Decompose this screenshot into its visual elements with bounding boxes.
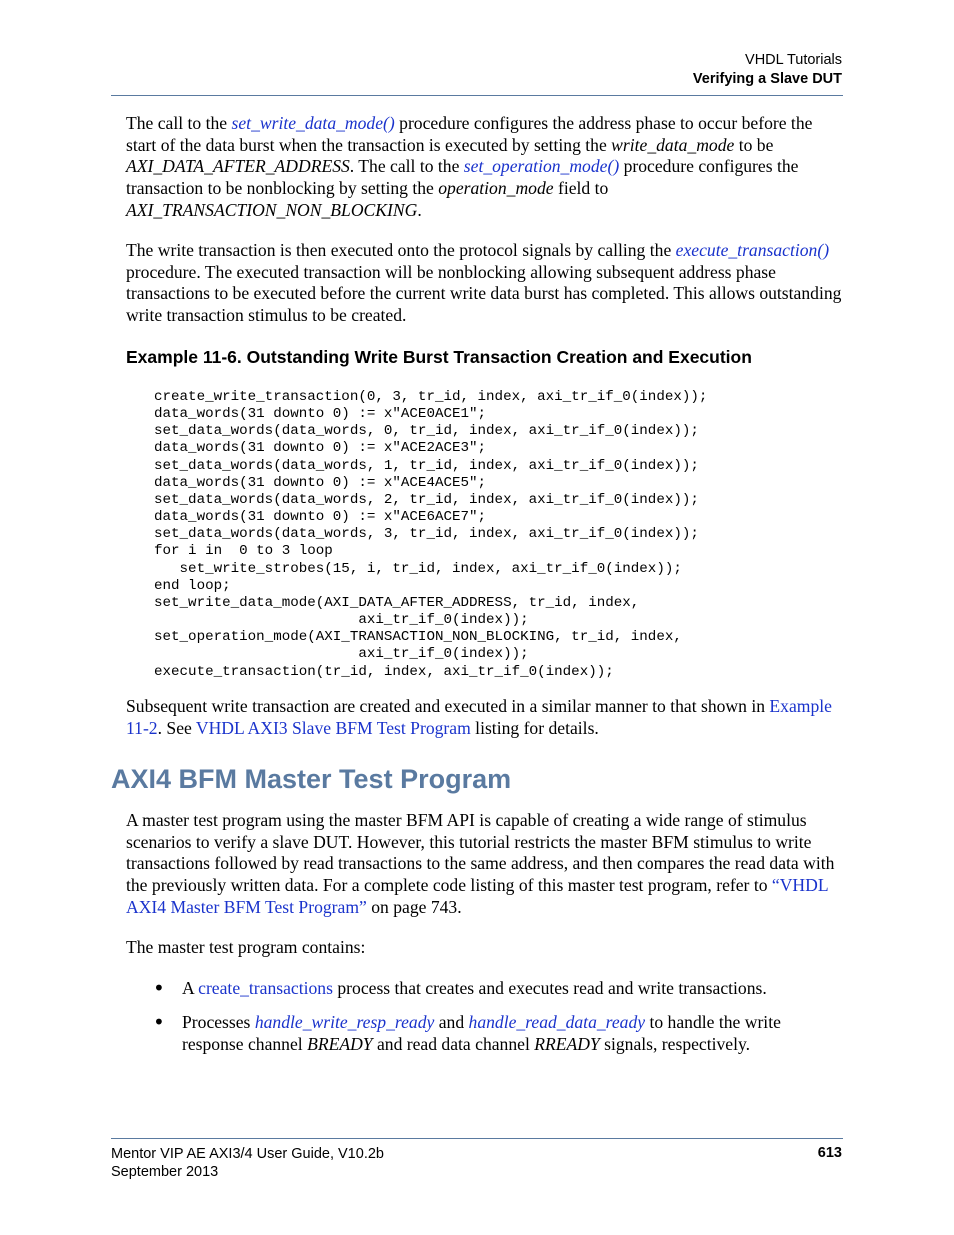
link-handle-read-data-ready[interactable]: handle_read_data_ready	[468, 1012, 646, 1032]
link-execute-transaction[interactable]: execute_transaction()	[675, 240, 830, 260]
code-line: end loop;	[154, 577, 231, 594]
paragraph-master-test-program: A master test program using the master BFM API is capable of creating a wide range of stimulus scenarios to verify a slave DUT. However, this tutorial restricts the master BFM stimulus to write transactions followed by read transactions to the same address, and then compares the read data with the previously written data. For a complete code listing of this master test program, refer to “VHDL AXI4 Master BFM Test Program” on page 743.	[126, 810, 835, 917]
footer-date: September 2013	[111, 1164, 219, 1180]
code-line: create_write_transaction(0, 3, tr_id, index, axi_tr_if_0(index));	[154, 389, 708, 405]
paragraph-subsequent: Subsequent write transaction are created and executed in a similar manner to that shown in Example 11-2. See VHDL AXI3 Slave BFM Test Program listing for details.	[126, 696, 832, 738]
footer-rule	[111, 1138, 843, 1139]
page-number: 613	[817, 1145, 842, 1161]
header-section: VHDL Tutorials	[745, 52, 842, 68]
code-line: set_operation_mode(AXI_TRANSACTION_NON_BLOCKING, tr_id, index,	[154, 629, 682, 646]
link-set-write-data-mode[interactable]: set_write_data_mode()	[231, 113, 395, 133]
code-listing	[154, 389, 707, 681]
code-line: set_data_words(data_words, 3, tr_id, index, axi_tr_if_0(index));	[154, 526, 699, 543]
code-line: set_data_words(data_words, 0, tr_id, index, axi_tr_if_0(index));	[154, 423, 699, 440]
header-rule	[111, 95, 843, 96]
code-line: set_write_strobes(15, i, tr_id, index, axi_tr_if_0(index));	[154, 560, 682, 577]
link-create-transactions[interactable]: create_transactions	[198, 978, 333, 998]
code-line: data_words(31 downto 0) := x"ACE0ACE1";	[154, 406, 487, 423]
section-heading: AXI4 BFM Master Test Program	[111, 764, 512, 794]
example-heading: Example 11-6. Outstanding Write Burst Transaction Creation and Execution	[126, 347, 752, 367]
link-set-operation-mode[interactable]: set_operation_mode()	[463, 156, 620, 177]
paragraph-set-write-data-mode: The call to the set_write_data_mode() procedure configures the address phase to occur before the start of the data burst when the transaction is executed by setting the write_data_mode to be AXI_DATA_AFTER_ADDRESS. The call to the set_operation_mode() procedure configures the transaction to be nonblocking by setting the operation_mode field to AXI_TRANSACTION_NON_BLOCKING.	[126, 113, 813, 220]
bullet-marker-1: •	[153, 976, 165, 1000]
footer-title: Mentor VIP AE AXI3/4 User Guide, V10.2b	[111, 1146, 384, 1162]
header-subsection: Verifying a Slave DUT	[692, 71, 842, 87]
running-header	[693, 51, 842, 89]
code-line: set_data_words(data_words, 1, tr_id, index, axi_tr_if_0(index));	[154, 457, 699, 474]
code-line: axi_tr_if_0(index));	[154, 612, 529, 629]
code-line: for i in 0 to 3 loop	[154, 543, 333, 560]
code-line: data_words(31 downto 0) := x"ACE2ACE3";	[154, 440, 487, 457]
link-handle-write-resp-ready[interactable]: handle_write_resp_ready	[254, 1012, 435, 1032]
code-line: data_words(31 downto 0) := x"ACE4ACE5";	[154, 474, 487, 491]
bullet-marker-2: •	[153, 1010, 165, 1034]
running-footer	[111, 1145, 384, 1181]
code-line: set_data_words(data_words, 2, tr_id, index, axi_tr_if_0(index));	[154, 491, 699, 508]
paragraph-contains: The master test program contains:	[126, 937, 366, 957]
code-line: axi_tr_if_0(index));	[154, 646, 529, 663]
paragraph-execute-transaction: The write transaction is then executed onto the protocol signals by calling the execute_transaction() procedure. The executed transaction will be nonblocking allowing subsequent address phase transactions to be executed before the current write data burst has completed. This allows outstanding write transaction stimulus to be created.	[126, 240, 842, 326]
link-vhdl-axi3-slave-bfm-test-program[interactable]: VHDL AXI3 Slave BFM Test Program	[195, 717, 471, 738]
link-example-11-2[interactable]: Example 11-2	[126, 696, 832, 738]
bullet-item-handle-processes: Processes handle_write_resp_ready and handle_read_data_ready to handle the write response channel BREADY and read data channel RREADY signals, respectively.	[182, 1012, 781, 1054]
code-line: data_words(31 downto 0) := x"ACE6ACE7";	[154, 509, 487, 526]
code-line: execute_transaction(tr_id, index, axi_tr_if_0(index));	[154, 663, 614, 680]
bullet-item-create-transactions: A create_transactions process that creates and executes read and write transactions.	[182, 978, 767, 998]
code-line: set_write_data_mode(AXI_DATA_AFTER_ADDRESS, tr_id, index,	[154, 594, 640, 611]
link-vhdl-axi4-master-bfm-test-program[interactable]: “VHDL AXI4 Master BFM Test Program”	[126, 875, 828, 917]
